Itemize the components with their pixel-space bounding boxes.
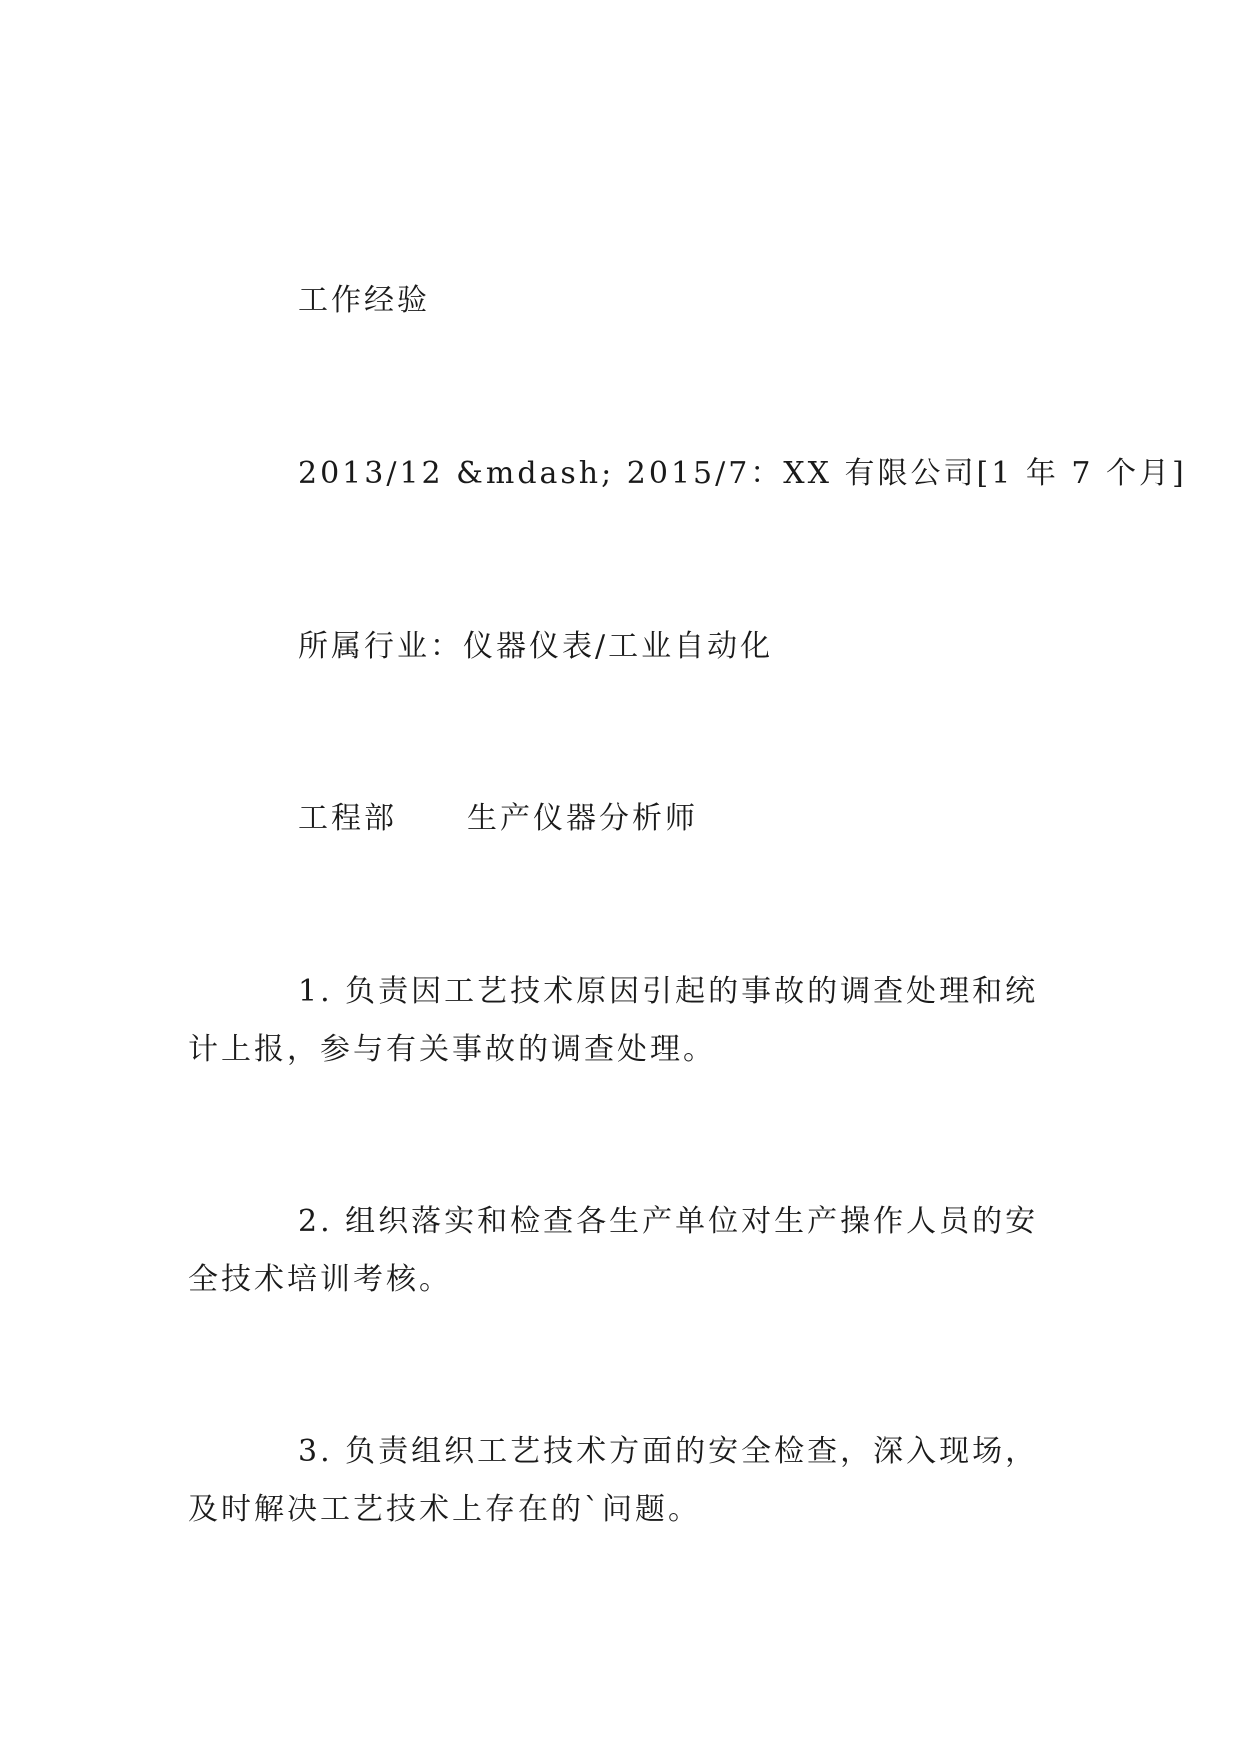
section-title: 工作经验 [298,283,430,318]
position-title: 生产仪器分析师 [467,801,698,836]
duty-1-line-1: 1. 负责因工艺技术原因引起的事故的调查处理和统 [298,974,1039,1009]
department-position-line [298,800,698,838]
duty-3-line-1: 3. 负责组织工艺技术方面的安全检查，深入现场， [298,1434,1039,1469]
industry-line: 所属行业：仪器仪表/工业自动化 [298,629,774,664]
duty-2-line-1: 2. 组织落实和检查各生产单位对生产操作人员的安 [298,1204,1039,1239]
employment-period: 2013/12 &mdash; 2015/7：XX 有限公司[1 年 7 个月] [298,456,1187,491]
department: 工程部 [298,801,397,836]
duty-1-line-2: 计上报，参与有关事故的调查处理。 [188,1032,716,1067]
duty-3-line-2: 及时解决工艺技术上存在的`问题。 [188,1492,701,1527]
duty-2-line-2: 全技术培训考核。 [188,1262,452,1297]
